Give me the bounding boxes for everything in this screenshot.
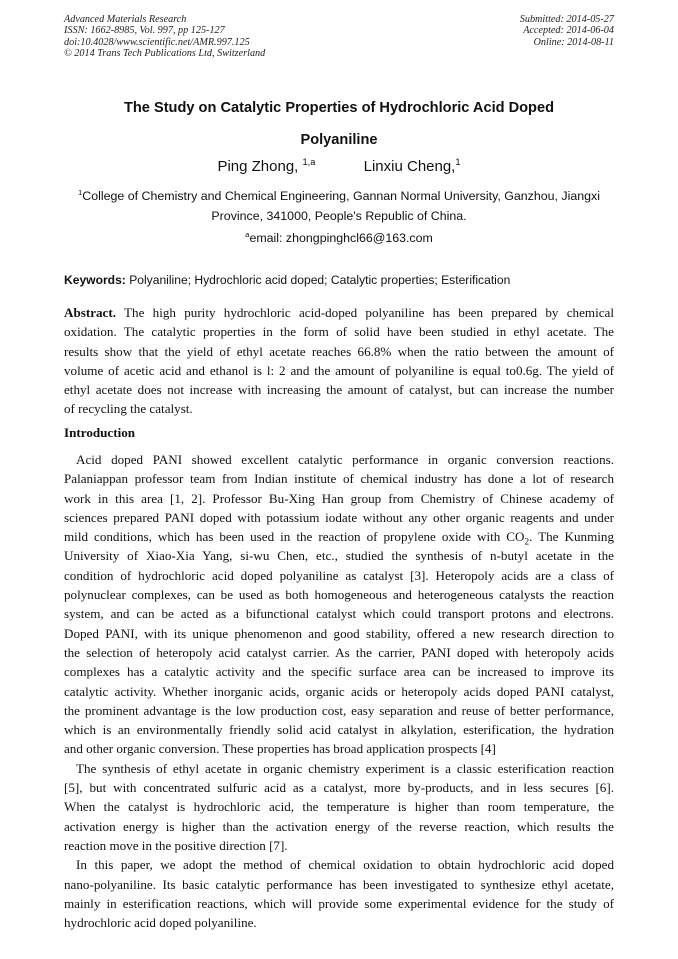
affiliation-line-1	[64, 186, 614, 206]
email-mark: a	[245, 229, 250, 239]
intro-p1-line-4: sciences prepared PANI doped with potassium iodate without any other organic reagents and under	[64, 509, 614, 525]
journal-info	[64, 14, 265, 60]
intro-p1-line-13: catalytic activity. Whether inorganic acids, organic acids or heteropoly acids doped PANI catalyst,	[64, 683, 614, 699]
intro-p1-line-1: Acid doped PANI showed excellent catalytic performance in organic conversion reactions.	[76, 452, 614, 467]
intro-p3-line-4: hydrochloric acid doped polyaniline.	[64, 915, 257, 931]
email-text: email: zhongpinghcl66@163.com	[249, 231, 433, 245]
corresponding-email	[64, 229, 614, 247]
paper-title	[64, 92, 614, 156]
keywords-label: Keywords:	[64, 273, 126, 287]
keywords-text: Polyaniline; Hydrochloric acid doped; Catalytic properties; Esterification	[125, 273, 511, 287]
intro-paragraph-3	[64, 855, 614, 932]
affiliation-line-2: Province, 341000, People's Republic of China.	[211, 209, 467, 223]
journal-copyright: © 2014 Trans Tech Publications Ltd, Switzerland	[64, 48, 266, 60]
submitted-date: Submitted: 2014-05-27	[519, 14, 614, 25]
intro-p1-line-16: and other organic conversion. These properties has broad application prospects [4]	[64, 741, 496, 757]
abstract-line-6: of recycling the catalyst.	[64, 401, 193, 417]
online-date: Online: 2014-08-11	[533, 36, 614, 48]
co2-subscript: 2	[524, 536, 530, 547]
intro-p2-line-2: [5], but with concentrated sulfuric acid as a catalyst, more by-products, and in less secures [6].	[64, 780, 614, 796]
affiliation-mark: 1	[78, 187, 83, 197]
intro-p1-line-3: work in this area [1, 2]. Professor Bu-Xing Han group from Chemistry of Chinese academy of	[64, 490, 614, 506]
intro-p1-line-15: which is an environmentally friendly solid acid catalyst in alkylation, esterification, the hydration	[64, 722, 614, 738]
abstract-line-5: ethyl acetate does not increase with increasing the amount of catalyst, but can increase the number	[64, 382, 614, 398]
abstract-line-4: volume of acetic acid and ethanol is l: 2 and the amount of polyaniline is equal to0.6g. The yield of	[64, 362, 614, 378]
author-2-name: Linxiu Cheng,	[363, 158, 456, 175]
author-1-affil-mark: 1,a	[302, 157, 316, 167]
intro-p1-line-9: system, and can be acted as a bifunctional catalyst which could transport protons and electrons.	[64, 606, 614, 622]
intro-p1-line-14: the prominent advantage is the low production cost, easy separation and reuse of better performance,	[64, 702, 614, 718]
affiliation	[64, 186, 614, 226]
journal-doi: doi:10.4028/www.scientific.net/AMR.997.125	[64, 36, 250, 48]
intro-p1-line-6: University of Xiao-Xia Yang, si-wu Chen, etc., studied the synthesis of n-butyl acetate in the	[64, 548, 614, 564]
intro-p1-line-12: complexes has a catalytic activity and the specific surface area can be increased to improve its	[64, 664, 614, 680]
abstract-label: Abstract.	[64, 305, 116, 320]
intro-p3-line-3: mainly in esterification reactions, which will provide some experimental evidence for the study of	[64, 895, 614, 911]
journal-name: Advanced Materials Research	[64, 14, 187, 25]
co2-sentence-start: mild conditions, which has been used in the reaction of propylene oxide with CO	[64, 529, 525, 545]
author-2-affil-mark: 1	[455, 157, 461, 167]
author-list	[64, 157, 614, 177]
title-line-1: The Study on Catalytic Properties of Hydrochloric Acid Doped	[123, 100, 555, 116]
intro-paragraph-1	[64, 450, 614, 759]
abstract-line-1	[64, 303, 614, 322]
author-1	[217, 157, 315, 177]
abstract	[64, 303, 614, 419]
intro-p1-line-2: Palaniappan professor team from Indian institute of chemical industry has done a lot of research	[64, 471, 614, 487]
intro-p1-line-10: Doped PANI, with its unique phenomenon and good stability, offered a new research direction to	[64, 625, 614, 641]
introduction-body	[64, 450, 614, 932]
intro-p2-line-3: When the catalyst is hydrochloric acid, the temperature is higher than room temperature, the	[64, 799, 614, 815]
author-2	[364, 157, 461, 177]
accepted-date: Accepted: 2014-06-04	[523, 25, 614, 37]
intro-paragraph-2	[64, 759, 614, 855]
abstract-line-1-text: The high purity hydrochloric acid-doped polyaniline has been prepared by chemical	[116, 305, 614, 320]
intro-p1-line-5	[64, 527, 614, 546]
intro-p3-line-2: nano-polyaniline. Its basic catalytic performance has been investigated to synthesize ethyl acetate,	[64, 876, 614, 892]
title-line-2: Polyaniline	[300, 132, 378, 148]
abstract-line-3: results show that the yield of ethyl acetate reaches 66.8% when the ratio between the amount of	[64, 343, 614, 359]
introduction-heading: Introduction	[64, 425, 136, 440]
journal-issn: ISSN: 1662-8985, Vol. 997, pp 125-127	[64, 25, 225, 37]
intro-p3-line-1: In this paper, we adopt the method of chemical oxidation to obtain hydrochloric acid doped	[76, 857, 614, 873]
author-1-name: Ping Zhong,	[217, 158, 303, 175]
intro-p2-line-1: The synthesis of ethyl acetate in organic chemistry experiment is a classic esterification reaction	[76, 760, 614, 776]
co2-sentence-end: . The Kunming	[529, 529, 614, 545]
publication-dates	[520, 14, 614, 48]
affiliation-text-1: College of Chemistry and Chemical Engineering, Gannan Normal University, Ganzhou, Jiangxi	[82, 189, 600, 203]
abstract-line-2: oxidation. The catalytic properties in the form of solid have been studied in ethyl acetate. The	[64, 324, 614, 340]
intro-p1-line-7: condition of hydrochloric acid doped polyaniline as catalyst [3]. Heteropoly acids are a class of	[64, 567, 614, 583]
intro-p1-line-8: polynuclear complexes, can be used as both homogeneous and heterogeneous catalysts the reaction	[64, 587, 614, 603]
intro-p2-line-4: activation energy is higher than the activation energy of the reverse reaction, which results the	[64, 818, 614, 834]
intro-p1-line-11: the selection of heteropoly acid catalyst carrier. As the carrier, PANI doped with heteropoly acids	[64, 644, 614, 660]
keywords	[64, 271, 614, 289]
intro-p2-line-5: reaction move in the positive direction [7].	[64, 837, 288, 853]
